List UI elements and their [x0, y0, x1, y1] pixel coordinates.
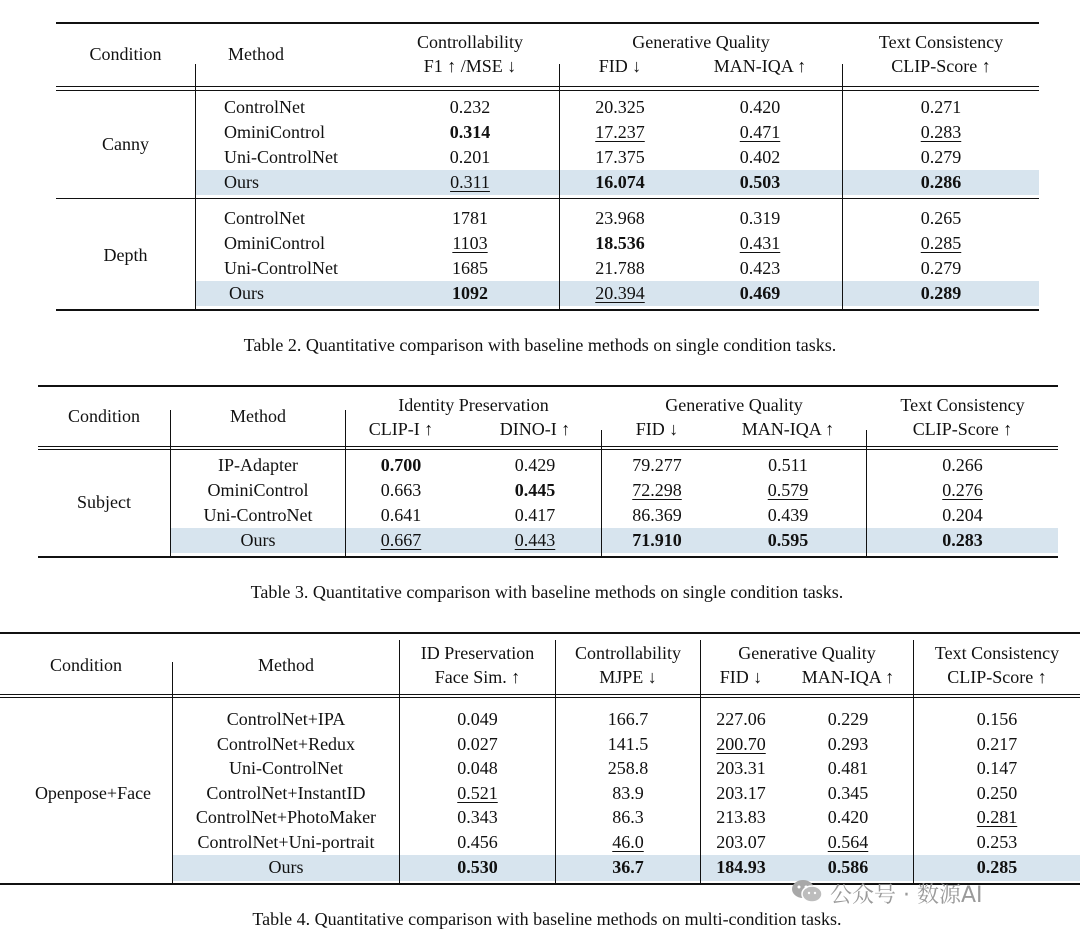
value-cell: 1781 — [452, 208, 488, 228]
header-generative-quality: Generative Quality — [665, 395, 803, 415]
value-cell: 18.536 — [595, 233, 645, 253]
value-cell: 0.586 — [827, 857, 869, 877]
value-cell: 0.456 — [457, 832, 498, 852]
value-cell: 86.369 — [632, 505, 682, 525]
value-cell: 83.9 — [612, 783, 644, 803]
header-generative-quality: Generative Quality — [738, 643, 876, 663]
header-condition: Condition — [49, 655, 122, 675]
value-cell: 46.0 — [612, 832, 644, 852]
value-cell: 0.048 — [457, 758, 498, 778]
value-cell: 20.394 — [595, 283, 645, 303]
value-cell: 0.420 — [739, 97, 781, 117]
value-cell: 0.445 — [514, 480, 556, 500]
header-fid: FID ↓ — [719, 667, 763, 687]
value-cell: 0.343 — [457, 807, 498, 827]
header-clip-score: CLIP-Score ↑ — [912, 419, 1013, 439]
header-id-preservation: ID Preservation — [420, 643, 535, 663]
value-cell: 0.204 — [942, 505, 983, 525]
value-cell: 21.788 — [595, 258, 645, 278]
header-dino-i: DINO-I ↑ — [499, 419, 571, 439]
value-cell: 0.201 — [449, 147, 491, 167]
value-cell: 86.3 — [612, 807, 644, 827]
table-2-caption: Table 2. Quantitative comparison with baseline methods on single condition tasks. — [243, 335, 837, 355]
header-fid: FID ↓ — [635, 419, 679, 439]
value-cell: 141.5 — [607, 734, 649, 754]
value-cell: 166.7 — [607, 709, 649, 729]
method-cell: IP-Adapter — [218, 455, 298, 475]
header-text-consistency: Text Consistency — [900, 395, 1025, 415]
value-cell: 0.471 — [739, 122, 781, 142]
table-4-caption: Table 4. Quantitative comparison with baseline methods on multi-condition tasks. — [252, 909, 842, 929]
value-cell: 0.521 — [457, 783, 498, 803]
header-text-consistency: Text Consistency — [878, 32, 1004, 52]
method-cell: Uni-ControlNet — [224, 258, 338, 278]
value-cell: 0.402 — [739, 147, 781, 167]
value-cell: 213.83 — [716, 807, 766, 827]
value-cell: 0.289 — [920, 283, 962, 303]
method-cell: Uni-ControNet — [203, 505, 313, 525]
value-cell: 36.7 — [612, 857, 644, 877]
method-cell: OminiControl — [224, 122, 326, 142]
value-cell: 1103 — [452, 233, 488, 253]
value-cell: 0.279 — [920, 147, 962, 167]
value-cell: 0.431 — [739, 233, 781, 253]
method-cell: Ours — [229, 283, 264, 303]
value-cell: 16.074 — [595, 172, 645, 192]
value-cell: 0.511 — [768, 455, 808, 475]
condition-canny: Canny — [102, 134, 149, 154]
value-cell: 0.564 — [827, 832, 869, 852]
value-cell: 71.910 — [632, 530, 682, 550]
watermark-text: 公众号 · 数源AI — [830, 883, 983, 908]
value-cell: 0.700 — [380, 455, 422, 475]
value-cell: 0.027 — [457, 734, 498, 754]
header-method: Method — [228, 44, 284, 64]
condition-subject: Subject — [77, 492, 131, 512]
value-cell: 0.217 — [976, 734, 1018, 754]
value-cell: 0.530 — [457, 857, 498, 877]
header-man-iqa: MAN-IQA ↑ — [801, 667, 895, 687]
method-cell: Ours — [268, 857, 304, 877]
header-controllability: Controllability — [575, 643, 681, 663]
value-cell: 0.311 — [450, 172, 490, 192]
header-condition: Condition — [89, 44, 162, 64]
method-cell: ControlNet+IPA — [226, 709, 346, 729]
header-condition: Condition — [67, 406, 140, 426]
header-man-iqa: MAN-IQA ↑ — [713, 56, 807, 76]
value-cell: 0.266 — [942, 455, 983, 475]
value-cell: 0.420 — [827, 807, 869, 827]
value-cell: 0.439 — [767, 505, 809, 525]
method-cell: OminiControl — [207, 480, 309, 500]
header-fid: FID ↓ — [598, 56, 642, 76]
value-cell: 0.279 — [920, 258, 962, 278]
value-cell: 20.325 — [595, 97, 645, 117]
wechat-icon — [790, 877, 824, 905]
header-clip-i: CLIP-I ↑ — [368, 419, 434, 439]
value-cell: 0.285 — [920, 233, 962, 253]
value-cell: 0.229 — [827, 709, 869, 729]
condition-openpose-face: Openpose+Face — [34, 783, 152, 803]
header-f1-mse: F1 ↑ /MSE ↓ — [423, 56, 517, 76]
value-cell: 0.283 — [942, 530, 983, 550]
value-cell: 0.503 — [739, 172, 781, 192]
header-method: Method — [258, 655, 314, 675]
value-cell: 0.417 — [514, 505, 556, 525]
value-cell: 1685 — [452, 258, 488, 278]
header-mjpe: MJPE ↓ — [599, 667, 657, 687]
value-cell: 0.579 — [767, 480, 809, 500]
method-cell: ControlNet+InstantID — [206, 783, 366, 803]
method-cell: ControlNet+PhotoMaker — [195, 807, 377, 827]
method-cell: ControlNet — [224, 97, 305, 117]
value-cell: 0.271 — [920, 97, 962, 117]
value-cell: 200.70 — [716, 734, 766, 754]
value-cell: 0.595 — [767, 530, 809, 550]
value-cell: 203.17 — [716, 783, 766, 803]
table-3-caption: Table 3. Quantitative comparison with baseline methods on single condition tasks. — [250, 582, 844, 602]
value-cell: 0.663 — [380, 480, 422, 500]
value-cell: 0.667 — [380, 530, 422, 550]
value-cell: 258.8 — [607, 758, 649, 778]
value-cell: 0.481 — [827, 758, 869, 778]
value-cell: 0.156 — [976, 709, 1018, 729]
method-cell: Uni-ControlNet — [229, 758, 343, 778]
value-cell: 0.319 — [739, 208, 781, 228]
value-cell: 17.237 — [595, 122, 645, 142]
value-cell: 0.232 — [449, 97, 491, 117]
value-cell: 0.293 — [827, 734, 869, 754]
value-cell: 184.93 — [716, 857, 766, 877]
method-cell: Uni-ControlNet — [224, 147, 338, 167]
header-man-iqa: MAN-IQA ↑ — [741, 419, 835, 439]
value-cell: 0.429 — [514, 455, 556, 475]
value-cell: 0.147 — [976, 758, 1018, 778]
method-cell: ControlNet — [224, 208, 305, 228]
value-cell: 0.276 — [942, 480, 983, 500]
method-cell: Ours — [224, 172, 259, 192]
value-cell: 0.283 — [920, 122, 962, 142]
value-cell: 0.281 — [976, 807, 1018, 827]
header-clip-score: CLIP-Score ↑ — [947, 667, 1047, 687]
method-cell: Ours — [240, 530, 276, 550]
value-cell: 1092 — [452, 283, 488, 303]
value-cell: 0.049 — [457, 709, 498, 729]
header-text-consistency: Text Consistency — [934, 643, 1060, 663]
value-cell: 0.423 — [739, 258, 781, 278]
header-controllability: Controllability — [417, 32, 523, 52]
value-cell: 0.314 — [449, 122, 491, 142]
value-cell: 79.277 — [632, 455, 682, 475]
value-cell: 23.968 — [595, 208, 645, 228]
header-identity-preservation: Identity Preservation — [398, 395, 549, 415]
header-clip-score: CLIP-Score ↑ — [891, 56, 991, 76]
header-generative-quality: Generative Quality — [632, 32, 770, 52]
value-cell: 0.253 — [976, 832, 1018, 852]
value-cell: 0.469 — [739, 283, 781, 303]
value-cell: 227.06 — [716, 709, 766, 729]
method-cell: ControlNet+Uni-portrait — [197, 832, 375, 852]
value-cell: 0.285 — [976, 857, 1018, 877]
value-cell: 0.443 — [514, 530, 556, 550]
value-cell: 0.345 — [827, 783, 869, 803]
value-cell: 72.298 — [632, 480, 682, 500]
value-cell: 0.250 — [976, 783, 1018, 803]
value-cell: 0.641 — [380, 505, 422, 525]
value-cell: 203.31 — [716, 758, 766, 778]
method-cell: OminiControl — [224, 233, 326, 253]
value-cell: 17.375 — [595, 147, 645, 167]
method-cell: ControlNet+Redux — [216, 734, 356, 754]
value-cell: 203.07 — [716, 832, 766, 852]
condition-depth: Depth — [103, 245, 148, 265]
value-cell: 0.265 — [920, 208, 962, 228]
value-cell: 0.286 — [920, 172, 962, 192]
header-face-sim: Face Sim. ↑ — [434, 667, 521, 687]
header-method: Method — [230, 406, 286, 426]
